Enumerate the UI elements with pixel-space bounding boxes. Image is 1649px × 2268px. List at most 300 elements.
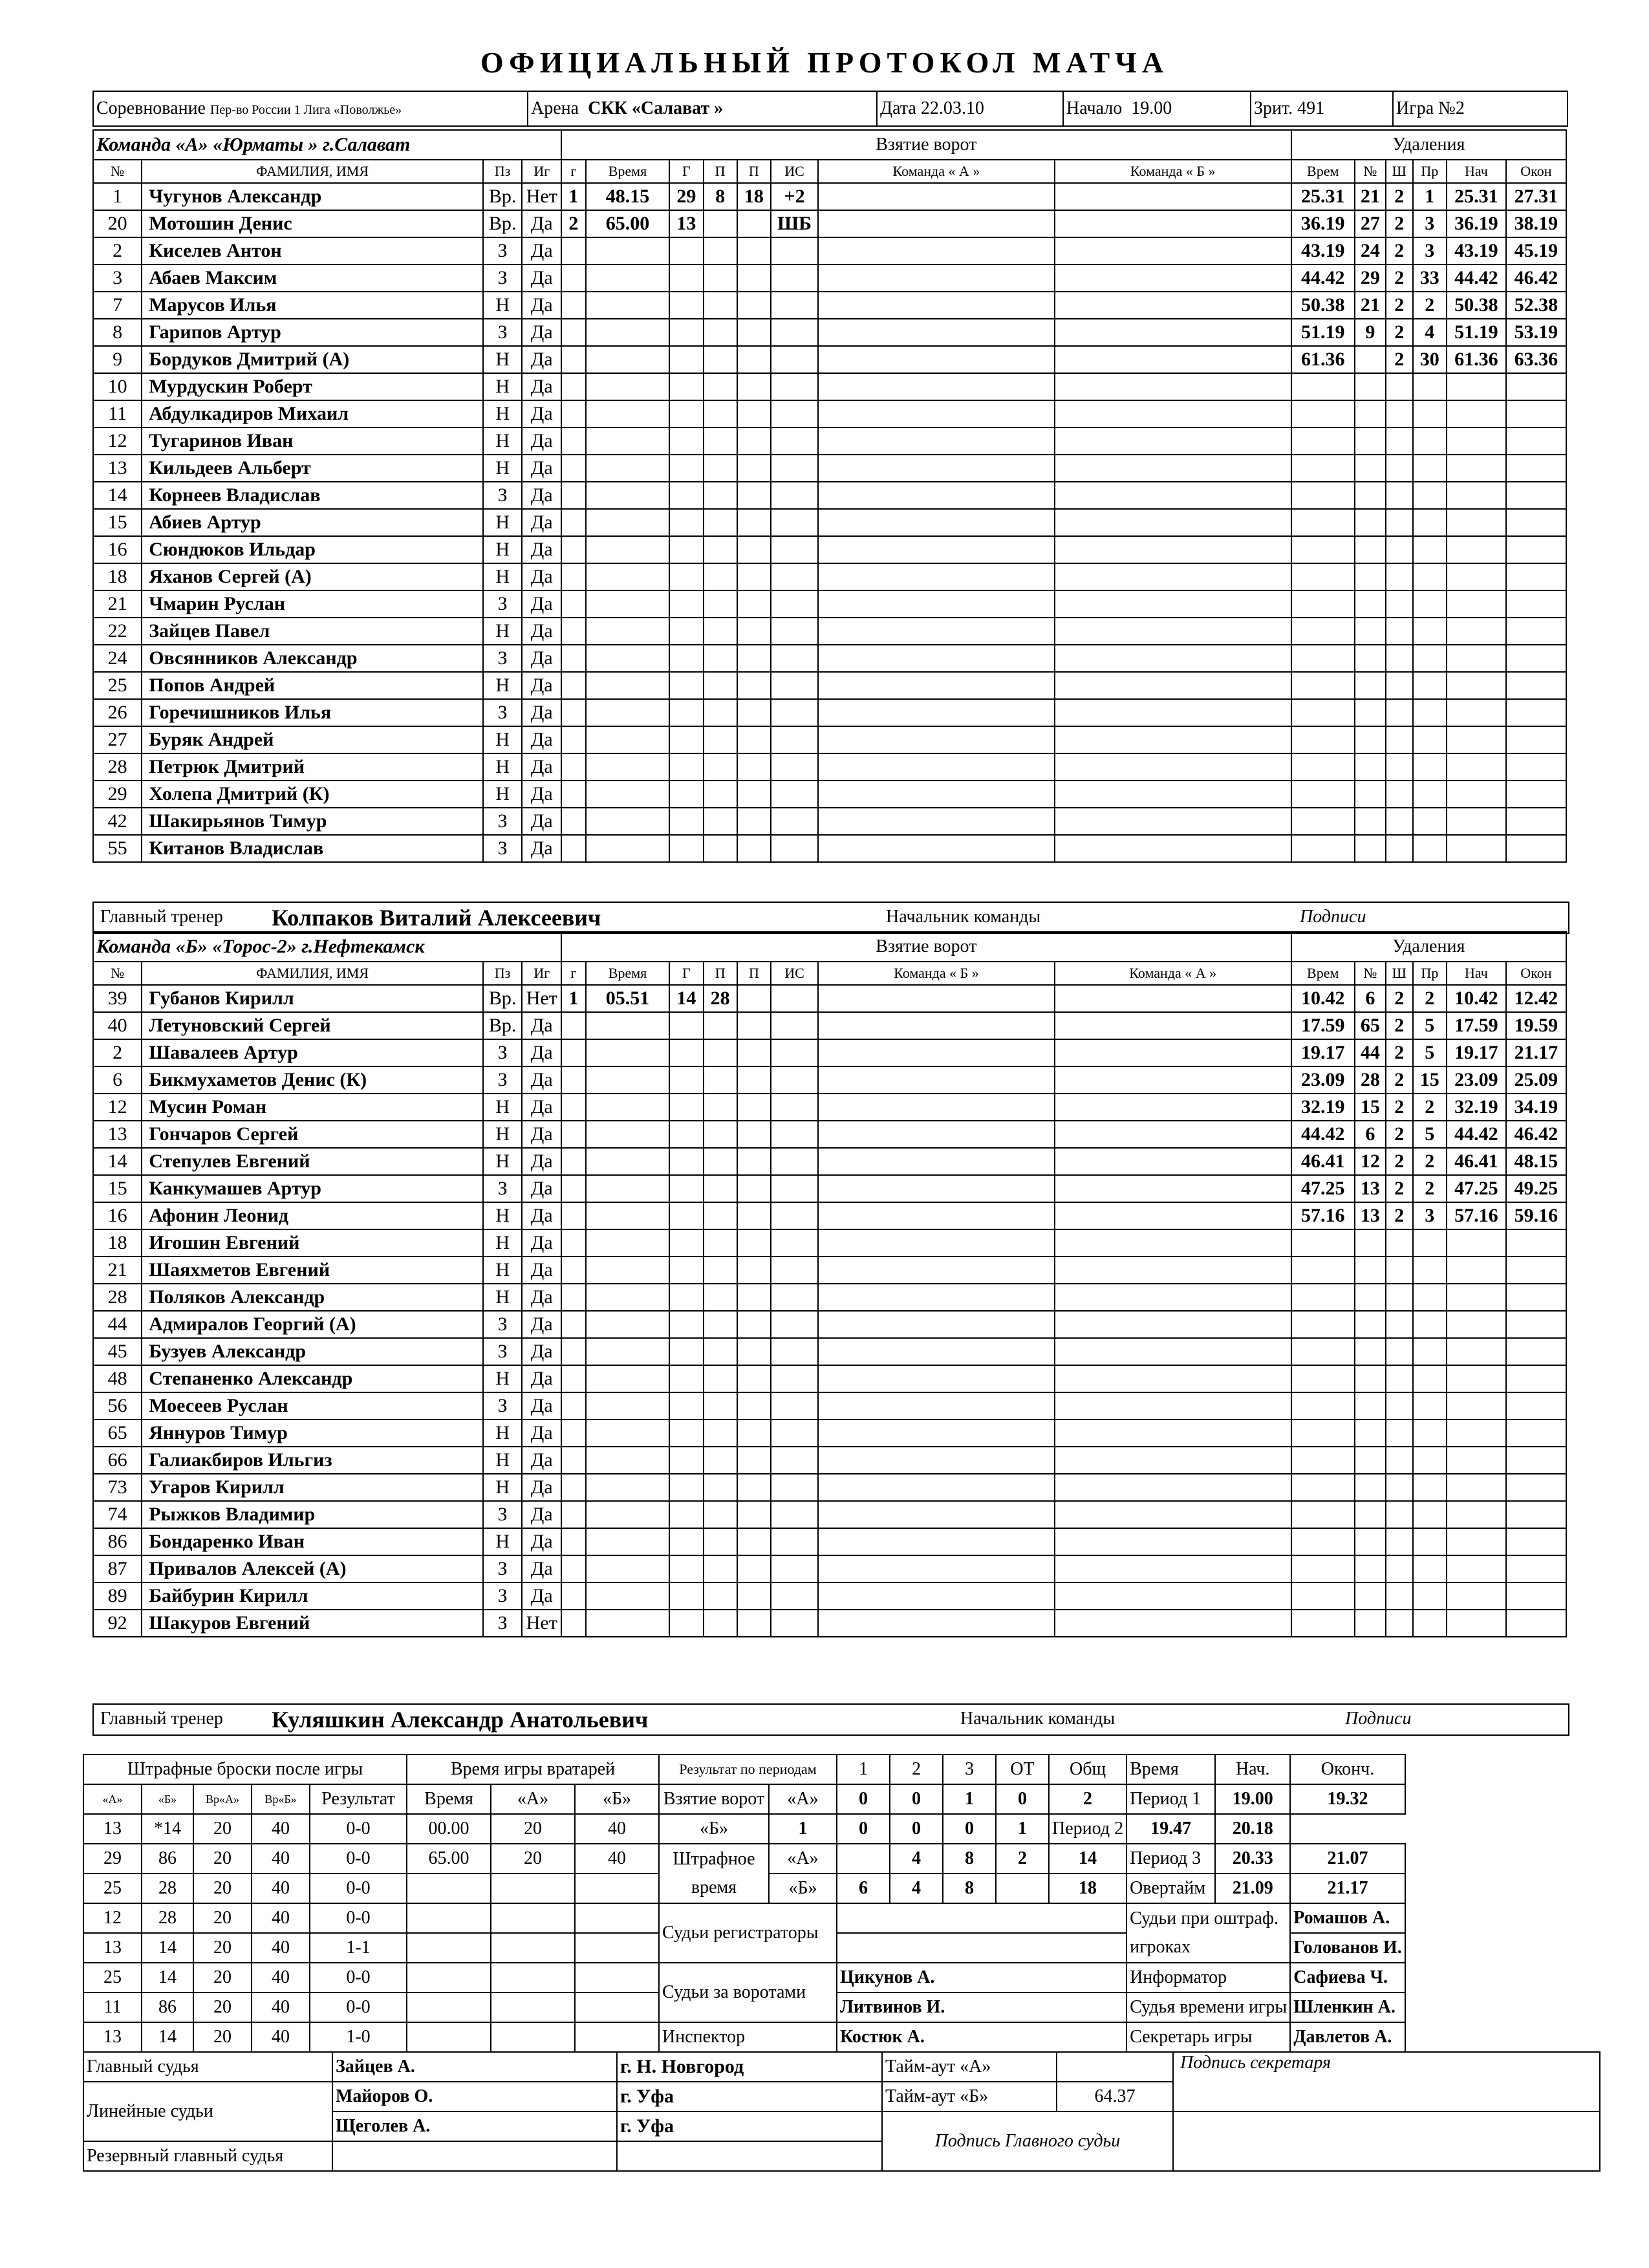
penalty-e: 19.59 xyxy=(1506,1012,1566,1039)
player-number: 20 xyxy=(93,210,142,237)
col-pen-min: Ш xyxy=(1386,962,1413,985)
goal-g xyxy=(561,237,586,265)
staff-label: Инспектор xyxy=(659,2022,837,2052)
pim-a-cell xyxy=(837,1844,890,1874)
penalties-section-title: Удаления xyxy=(1291,130,1566,160)
penalty-sh xyxy=(1386,699,1413,726)
penalty-sh: 2 xyxy=(1386,1202,1413,1229)
goal-p2 xyxy=(737,672,771,699)
goal-p2 xyxy=(737,1528,771,1555)
player-played: Да xyxy=(522,726,561,753)
player-name: Тугаринов Иван xyxy=(142,427,483,455)
penalty-n: 27 xyxy=(1355,210,1386,237)
player-played: Да xyxy=(522,1066,561,1094)
player-row xyxy=(93,590,1566,618)
penalty-s xyxy=(1447,400,1506,427)
goal-p1 xyxy=(704,1121,737,1148)
goal-g xyxy=(561,1610,586,1637)
penalties-section-title: Удаления xyxy=(1291,932,1566,962)
pim-a-cell: 8 xyxy=(943,1844,996,1874)
player-number: 16 xyxy=(93,1202,142,1229)
player-position: З xyxy=(483,1501,523,1528)
shootout-cell: 25 xyxy=(83,1874,142,1903)
on-ice-cell xyxy=(1055,1338,1291,1365)
goalie-time-cell xyxy=(575,1993,659,2022)
period-1-end: 19.32 xyxy=(1290,1784,1405,1814)
on-ice-cell xyxy=(1055,1121,1291,1148)
player-number: 3 xyxy=(93,265,142,292)
shootout-cell: *14 xyxy=(142,1814,193,1844)
penalty-pr xyxy=(1413,509,1447,536)
goal-time xyxy=(586,1012,670,1039)
on-ice-cell xyxy=(818,1365,1055,1392)
penalty-pr xyxy=(1413,1229,1447,1257)
penalty-e: 52.38 xyxy=(1506,292,1566,319)
penalty-s xyxy=(1447,1420,1506,1447)
penalty-t xyxy=(1291,1610,1355,1637)
player-number: 2 xyxy=(93,237,142,265)
penalty-pr xyxy=(1413,672,1447,699)
penalty-pr: 2 xyxy=(1413,292,1447,319)
goals-b-cell: 0 xyxy=(943,1814,996,1844)
player-row xyxy=(93,1582,1566,1610)
player-name: Бордуков Дмитрий (А) xyxy=(142,346,483,373)
goal-g xyxy=(561,590,586,618)
penalty-e xyxy=(1506,1447,1566,1474)
shootout-cell: 0-0 xyxy=(310,1814,407,1844)
penalty-e xyxy=(1506,1229,1566,1257)
on-ice-cell xyxy=(818,672,1055,699)
goal-g xyxy=(561,482,586,509)
goal-p2 xyxy=(737,1555,771,1582)
summary-row xyxy=(83,1903,1405,1933)
on-ice-cell xyxy=(818,1610,1055,1637)
goal-g xyxy=(669,645,703,672)
goalie-time-cell xyxy=(575,2022,659,2052)
penalty-n xyxy=(1355,1582,1386,1610)
goalie-time-cell: 20 xyxy=(491,1814,575,1844)
player-row xyxy=(93,1094,1566,1121)
goalie-time-cell xyxy=(575,1903,659,1933)
player-position: Н xyxy=(483,1528,523,1555)
goal-p2 xyxy=(737,726,771,753)
goal-g xyxy=(669,292,703,319)
goal-g xyxy=(561,1582,586,1610)
penalty-s xyxy=(1447,373,1506,400)
goals-b-cell: 0 xyxy=(890,1814,943,1844)
goal-time xyxy=(586,482,670,509)
goal-p1 xyxy=(704,1094,737,1121)
player-position: Н xyxy=(483,1284,523,1311)
goal-p1 xyxy=(704,835,737,862)
start-cell: Начало 19.00 xyxy=(1063,91,1251,126)
goal-is xyxy=(771,645,818,672)
player-number: 13 xyxy=(93,455,142,482)
goal-g xyxy=(561,265,586,292)
col-assist1: П xyxy=(704,160,737,183)
player-name: Киселев Антон xyxy=(142,237,483,265)
penalty-sh: 2 xyxy=(1386,1175,1413,1202)
penalty-sh xyxy=(1386,536,1413,563)
penalty-sh: 2 xyxy=(1386,292,1413,319)
player-number: 14 xyxy=(93,482,142,509)
on-ice-cell xyxy=(818,455,1055,482)
goalie-time-title: Время игры вратарей xyxy=(407,1755,659,1784)
on-ice-cell xyxy=(818,183,1055,210)
penalty-n: 12 xyxy=(1355,1148,1386,1175)
goal-g xyxy=(669,265,703,292)
penalty-sh xyxy=(1386,427,1413,455)
player-position: З xyxy=(483,590,523,618)
player-position: Н xyxy=(483,1148,523,1175)
goal-time xyxy=(586,781,670,808)
on-ice-cell xyxy=(1055,1501,1291,1528)
penalty-e: 46.42 xyxy=(1506,1121,1566,1148)
main-ref-city: г. Н. Новгород xyxy=(617,2052,882,2082)
penalty-n xyxy=(1355,699,1386,726)
penalty-sh xyxy=(1386,1392,1413,1420)
penalty-sh xyxy=(1386,1311,1413,1338)
goal-time xyxy=(586,645,670,672)
goalie-time-cell: 40 xyxy=(575,1814,659,1844)
player-number: 11 xyxy=(93,400,142,427)
goal-p1 xyxy=(704,1148,737,1175)
on-ice-cell xyxy=(1055,536,1291,563)
col-goal-num: г xyxy=(561,160,586,183)
penalty-n xyxy=(1355,672,1386,699)
goal-is xyxy=(771,400,818,427)
player-played: Да xyxy=(522,346,561,373)
on-ice-cell xyxy=(1055,1094,1291,1121)
player-row xyxy=(93,808,1566,835)
goals-b-cell: 1 xyxy=(769,1814,837,1844)
goal-g: 1 xyxy=(561,183,586,210)
on-ice-cell xyxy=(818,1175,1055,1202)
player-name: Гарипов Артур xyxy=(142,319,483,346)
goal-g xyxy=(561,400,586,427)
player-position: Н xyxy=(483,563,523,590)
staff-name: Шленкин А. xyxy=(1290,1993,1405,2022)
goal-p2 xyxy=(737,1066,771,1094)
penalty-n xyxy=(1355,726,1386,753)
penalty-s xyxy=(1447,1555,1506,1582)
player-played: Да xyxy=(522,1582,561,1610)
penalty-e: 46.42 xyxy=(1506,265,1566,292)
player-number: 22 xyxy=(93,618,142,645)
player-number: 16 xyxy=(93,536,142,563)
player-name: Яннуров Тимур xyxy=(142,1420,483,1447)
player-row xyxy=(93,753,1566,781)
penalty-e xyxy=(1506,808,1566,835)
goal-g xyxy=(669,1012,703,1039)
player-name: Степаненко Александр xyxy=(142,1365,483,1392)
penalty-e xyxy=(1506,1338,1566,1365)
penalty-s xyxy=(1447,645,1506,672)
goal-g xyxy=(561,1202,586,1229)
goal-is xyxy=(771,835,818,862)
goal-p1 xyxy=(704,1202,737,1229)
goal-p1 xyxy=(704,210,737,237)
goalie-time-cell xyxy=(407,1933,491,1963)
goal-p1 xyxy=(704,1420,737,1447)
on-ice-cell xyxy=(1055,1311,1291,1338)
goal-p1 xyxy=(704,1555,737,1582)
goals-b-cell: 1 xyxy=(996,1814,1049,1844)
penalty-e xyxy=(1506,1610,1566,1637)
penalty-t xyxy=(1291,509,1355,536)
goal-is xyxy=(771,1284,818,1311)
penalty-t: 25.31 xyxy=(1291,183,1355,210)
player-played: Да xyxy=(522,1012,561,1039)
goal-g xyxy=(561,455,586,482)
penalty-t xyxy=(1291,1501,1355,1528)
penalty-s xyxy=(1447,1257,1506,1284)
player-position: З xyxy=(483,1039,523,1066)
goal-time xyxy=(586,346,670,373)
goal-time xyxy=(586,1447,670,1474)
penalty-pr: 5 xyxy=(1413,1121,1447,1148)
penalty-pr xyxy=(1413,590,1447,618)
period-start-label: Нач. xyxy=(1215,1755,1290,1784)
goal-time xyxy=(586,292,670,319)
goal-g: 13 xyxy=(669,210,703,237)
player-row xyxy=(93,319,1566,346)
player-number: 6 xyxy=(93,1066,142,1094)
goal-is xyxy=(771,1094,818,1121)
goal-g xyxy=(561,618,586,645)
on-ice-cell xyxy=(818,590,1055,618)
player-played: Да xyxy=(522,1257,561,1284)
period-team-b: «Б» xyxy=(769,1874,837,1903)
goal-is xyxy=(771,1121,818,1148)
shootout-col-b: «Б» xyxy=(142,1784,193,1814)
player-number: 45 xyxy=(93,1338,142,1365)
staff-name: Голованов И. xyxy=(1290,1933,1405,1963)
on-ice-cell xyxy=(1055,292,1291,319)
penalty-s xyxy=(1447,672,1506,699)
goalie-time-cell xyxy=(407,1963,491,1993)
penalty-sh xyxy=(1386,1474,1413,1501)
goal-is: +2 xyxy=(771,183,818,210)
player-position: З xyxy=(483,699,523,726)
penalty-t xyxy=(1291,536,1355,563)
goal-p2 xyxy=(737,985,771,1012)
period-goals-label: Взятие ворот xyxy=(659,1784,769,1814)
player-row xyxy=(93,1039,1566,1066)
penalty-e xyxy=(1506,835,1566,862)
penalty-pr: 5 xyxy=(1413,1012,1447,1039)
shootout-cell: 20 xyxy=(193,1963,252,1993)
penalty-s: 44.42 xyxy=(1447,265,1506,292)
col-pen-start: Нач xyxy=(1447,962,1506,985)
player-played: Да xyxy=(522,319,561,346)
player-row xyxy=(93,1229,1566,1257)
period-ot-label: Овертайм xyxy=(1126,1874,1215,1903)
penalty-pr xyxy=(1413,482,1447,509)
coach-label: Главный тренер xyxy=(100,907,223,927)
penalty-sh: 2 xyxy=(1386,1148,1413,1175)
date-cell: Дата 22.03.10 xyxy=(877,91,1063,126)
goal-p2 xyxy=(737,210,771,237)
player-number: 39 xyxy=(93,985,142,1012)
player-position: Н xyxy=(483,726,523,753)
penalty-t xyxy=(1291,1365,1355,1392)
goal-is xyxy=(771,373,818,400)
penalty-s xyxy=(1447,1447,1506,1474)
goal-p1 xyxy=(704,1229,737,1257)
penalty-s xyxy=(1447,835,1506,862)
on-ice-cell xyxy=(818,265,1055,292)
shootout-col-ga: Вр«А» xyxy=(193,1784,252,1814)
goalie-time-cell: 40 xyxy=(575,1844,659,1874)
penalty-sh xyxy=(1386,1528,1413,1555)
goalie-time-cell xyxy=(491,1963,575,1993)
team-b-coach: Куляшкин Александр Анатольевич xyxy=(272,1707,649,1733)
goals-a-p2: 0 xyxy=(890,1784,943,1814)
goal-time xyxy=(586,1610,670,1637)
pim-a-cell: 14 xyxy=(1049,1844,1126,1874)
goalie-time-cell xyxy=(575,1874,659,1903)
goal-p2 xyxy=(737,373,771,400)
shootout-title: Штрафные броски после игры xyxy=(83,1755,407,1784)
staff-label: Судья времени игры xyxy=(1126,1993,1290,2022)
player-name: Кильдеев Альберт xyxy=(142,455,483,482)
player-number: 28 xyxy=(93,1284,142,1311)
penalty-pr xyxy=(1413,645,1447,672)
col-played: Иг xyxy=(522,160,561,183)
on-ice-cell xyxy=(1055,1365,1291,1392)
player-played: Да xyxy=(522,210,561,237)
penalty-s xyxy=(1447,808,1506,835)
penalty-n: 44 xyxy=(1355,1039,1386,1066)
col-pen-num: № xyxy=(1355,962,1386,985)
player-name: Угаров Кирилл xyxy=(142,1474,483,1501)
goal-g xyxy=(561,563,586,590)
goalie-time-cell xyxy=(575,1933,659,1963)
penalty-n xyxy=(1355,400,1386,427)
player-number: 27 xyxy=(93,726,142,753)
player-name: Шаяхметов Евгений xyxy=(142,1257,483,1284)
shootout-cell: 20 xyxy=(193,1844,252,1874)
goal-g xyxy=(561,1474,586,1501)
penalty-sh xyxy=(1386,1420,1413,1447)
player-row xyxy=(93,509,1566,536)
on-ice-cell xyxy=(1055,1610,1291,1637)
goal-g xyxy=(669,618,703,645)
period-col-2: 2 xyxy=(890,1755,943,1784)
penalty-pr xyxy=(1413,373,1447,400)
goal-g xyxy=(561,645,586,672)
goal-time xyxy=(586,1229,670,1257)
player-row xyxy=(93,455,1566,482)
period-2-start: 19.47 xyxy=(1126,1814,1215,1844)
penalty-e: 48.15 xyxy=(1506,1148,1566,1175)
shootout-cell: 1-1 xyxy=(310,1933,407,1963)
goal-g xyxy=(561,536,586,563)
period-time-start: 21.09 xyxy=(1215,1874,1290,1903)
goal-p1 xyxy=(704,1012,737,1039)
player-number: 92 xyxy=(93,1610,142,1637)
penalty-s: 43.19 xyxy=(1447,237,1506,265)
goal-p1 xyxy=(704,1501,737,1528)
penalty-t xyxy=(1291,808,1355,835)
player-number: 40 xyxy=(93,1012,142,1039)
player-position: З xyxy=(483,1066,523,1094)
shootout-cell: 25 xyxy=(83,1963,142,1993)
player-row xyxy=(93,726,1566,753)
penalty-s xyxy=(1447,618,1506,645)
player-number: 44 xyxy=(93,1311,142,1338)
player-row xyxy=(93,672,1566,699)
staff-label: Информатор xyxy=(1126,1963,1290,1993)
on-ice-cell xyxy=(818,1202,1055,1229)
goal-g xyxy=(561,1501,586,1528)
player-name: Бикмухаметов Денис (К) xyxy=(142,1066,483,1094)
penalty-pr xyxy=(1413,1365,1447,1392)
goal-p1 xyxy=(704,509,737,536)
shootout-cell: 14 xyxy=(142,1933,193,1963)
player-position: Н xyxy=(483,618,523,645)
shootout-cell: 40 xyxy=(252,1963,310,1993)
staff-label: Секретарь игры xyxy=(1126,2022,1290,2052)
on-ice-cell xyxy=(1055,1284,1291,1311)
goal-p1 xyxy=(704,1066,737,1094)
goal-p1 xyxy=(704,455,737,482)
penalty-n xyxy=(1355,346,1386,373)
col-pen-end: Окон xyxy=(1506,160,1566,183)
goal-p1 xyxy=(704,672,737,699)
goal-g xyxy=(669,1039,703,1066)
goal-g xyxy=(561,509,586,536)
player-number: 56 xyxy=(93,1392,142,1420)
goalie-time-cell xyxy=(491,1903,575,1933)
player-played: Да xyxy=(522,1365,561,1392)
goal-p1 xyxy=(704,1257,737,1284)
goal-time xyxy=(586,536,670,563)
player-row xyxy=(93,1610,1566,1637)
on-ice-cell xyxy=(1055,1012,1291,1039)
staff-name: Цикунов А. xyxy=(837,1963,1126,1993)
goal-p2 xyxy=(737,482,771,509)
player-name: Привалов Алексей (А) xyxy=(142,1555,483,1582)
penalty-n xyxy=(1355,1257,1386,1284)
staff-name: Сафиева Ч. xyxy=(1290,1963,1405,1993)
goalie-time-cell: 65.00 xyxy=(407,1844,491,1874)
penalty-t xyxy=(1291,645,1355,672)
player-row xyxy=(93,781,1566,808)
goal-g xyxy=(561,726,586,753)
player-row xyxy=(93,482,1566,509)
on-ice-cell xyxy=(818,1148,1055,1175)
player-row xyxy=(93,1338,1566,1365)
player-name: Летуновский Сергей xyxy=(142,1012,483,1039)
goal-p2 xyxy=(737,1175,771,1202)
penalty-e xyxy=(1506,1555,1566,1582)
goals-a-total: 2 xyxy=(1049,1784,1126,1814)
summary-row xyxy=(83,1814,1405,1844)
goal-p1 xyxy=(704,590,737,618)
penalty-n: 65 xyxy=(1355,1012,1386,1039)
penalty-e: 12.42 xyxy=(1506,985,1566,1012)
penalty-sh xyxy=(1386,1555,1413,1582)
on-ice-cell xyxy=(1055,1202,1291,1229)
col-on-ice-a: Команда « А » xyxy=(818,160,1055,183)
goal-p2 xyxy=(737,1148,771,1175)
penalty-sh xyxy=(1386,455,1413,482)
player-name: Поляков Александр xyxy=(142,1284,483,1311)
goal-g xyxy=(561,1392,586,1420)
player-row xyxy=(93,985,1566,1012)
